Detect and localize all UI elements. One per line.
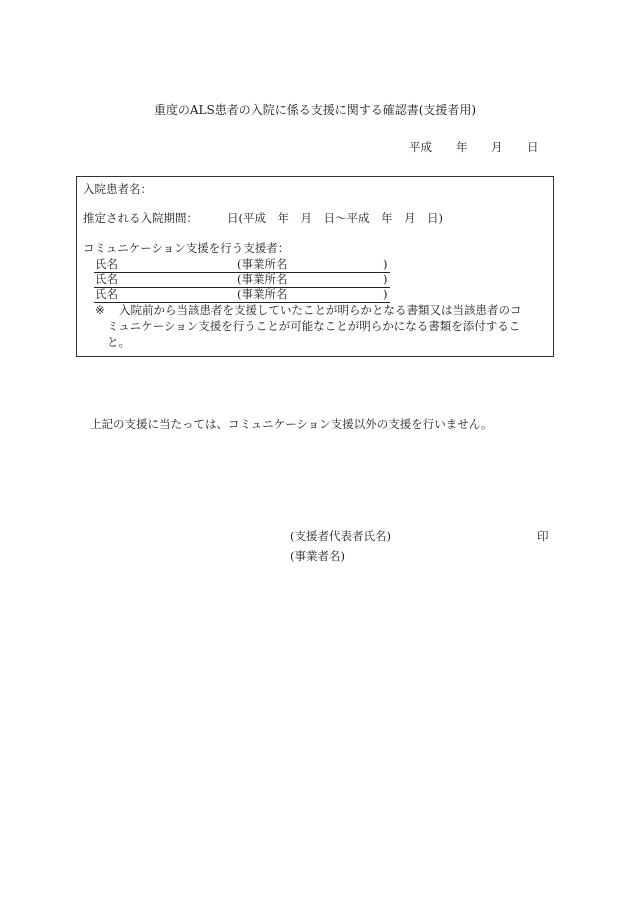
supporter-name-label: 氏名	[95, 272, 118, 286]
note-line: 入院前から当該患者を支援していたことが明らかとなる書類又は当該患者のコ	[119, 303, 522, 317]
supporter-name-label: 氏名	[95, 257, 118, 271]
supporter-office-close: )	[383, 257, 388, 271]
admission-period-value: 日(平成 年 月 日～平成 年 月 日)	[227, 211, 443, 225]
seal-mark: 印	[537, 529, 549, 543]
representative-name-label: (支援者代表者氏名)	[290, 529, 391, 543]
supporter-section-label: コミュニケーション支援を行う支援者：	[83, 241, 290, 255]
document-title: 重度のALS患者の入院に係る支援に関する確認書(支援者用)	[153, 103, 477, 117]
supporter-office-close: )	[383, 287, 388, 301]
note-mark: ※	[95, 303, 105, 317]
supporter-office-label: (事業所名	[237, 287, 288, 301]
company-name-label: (事業者名)	[290, 549, 345, 563]
supporter-office-label: (事業所名	[237, 272, 288, 286]
supporter-name-label: 氏名	[95, 287, 118, 301]
patient-name-label: 入院患者名：	[83, 182, 152, 196]
note-line: ミュニケーション支援を行うことが可能なことが明らかになる書類を添付するこ	[107, 319, 521, 333]
date-year: 年	[456, 140, 468, 154]
date-era: 平成	[409, 140, 432, 154]
statement-text: 上記の支援に当たっては、コミュニケーション支援以外の支援を行いません。	[90, 417, 493, 431]
supporter-office-label: (事業所名	[237, 257, 288, 271]
supporter-office-close: )	[383, 272, 388, 286]
patient-info-box	[76, 176, 554, 357]
date-day: 日	[527, 140, 539, 154]
note-line: と。	[107, 335, 130, 349]
admission-period-label: 推定される入院期間：	[83, 211, 198, 225]
date-month: 月	[491, 140, 503, 154]
